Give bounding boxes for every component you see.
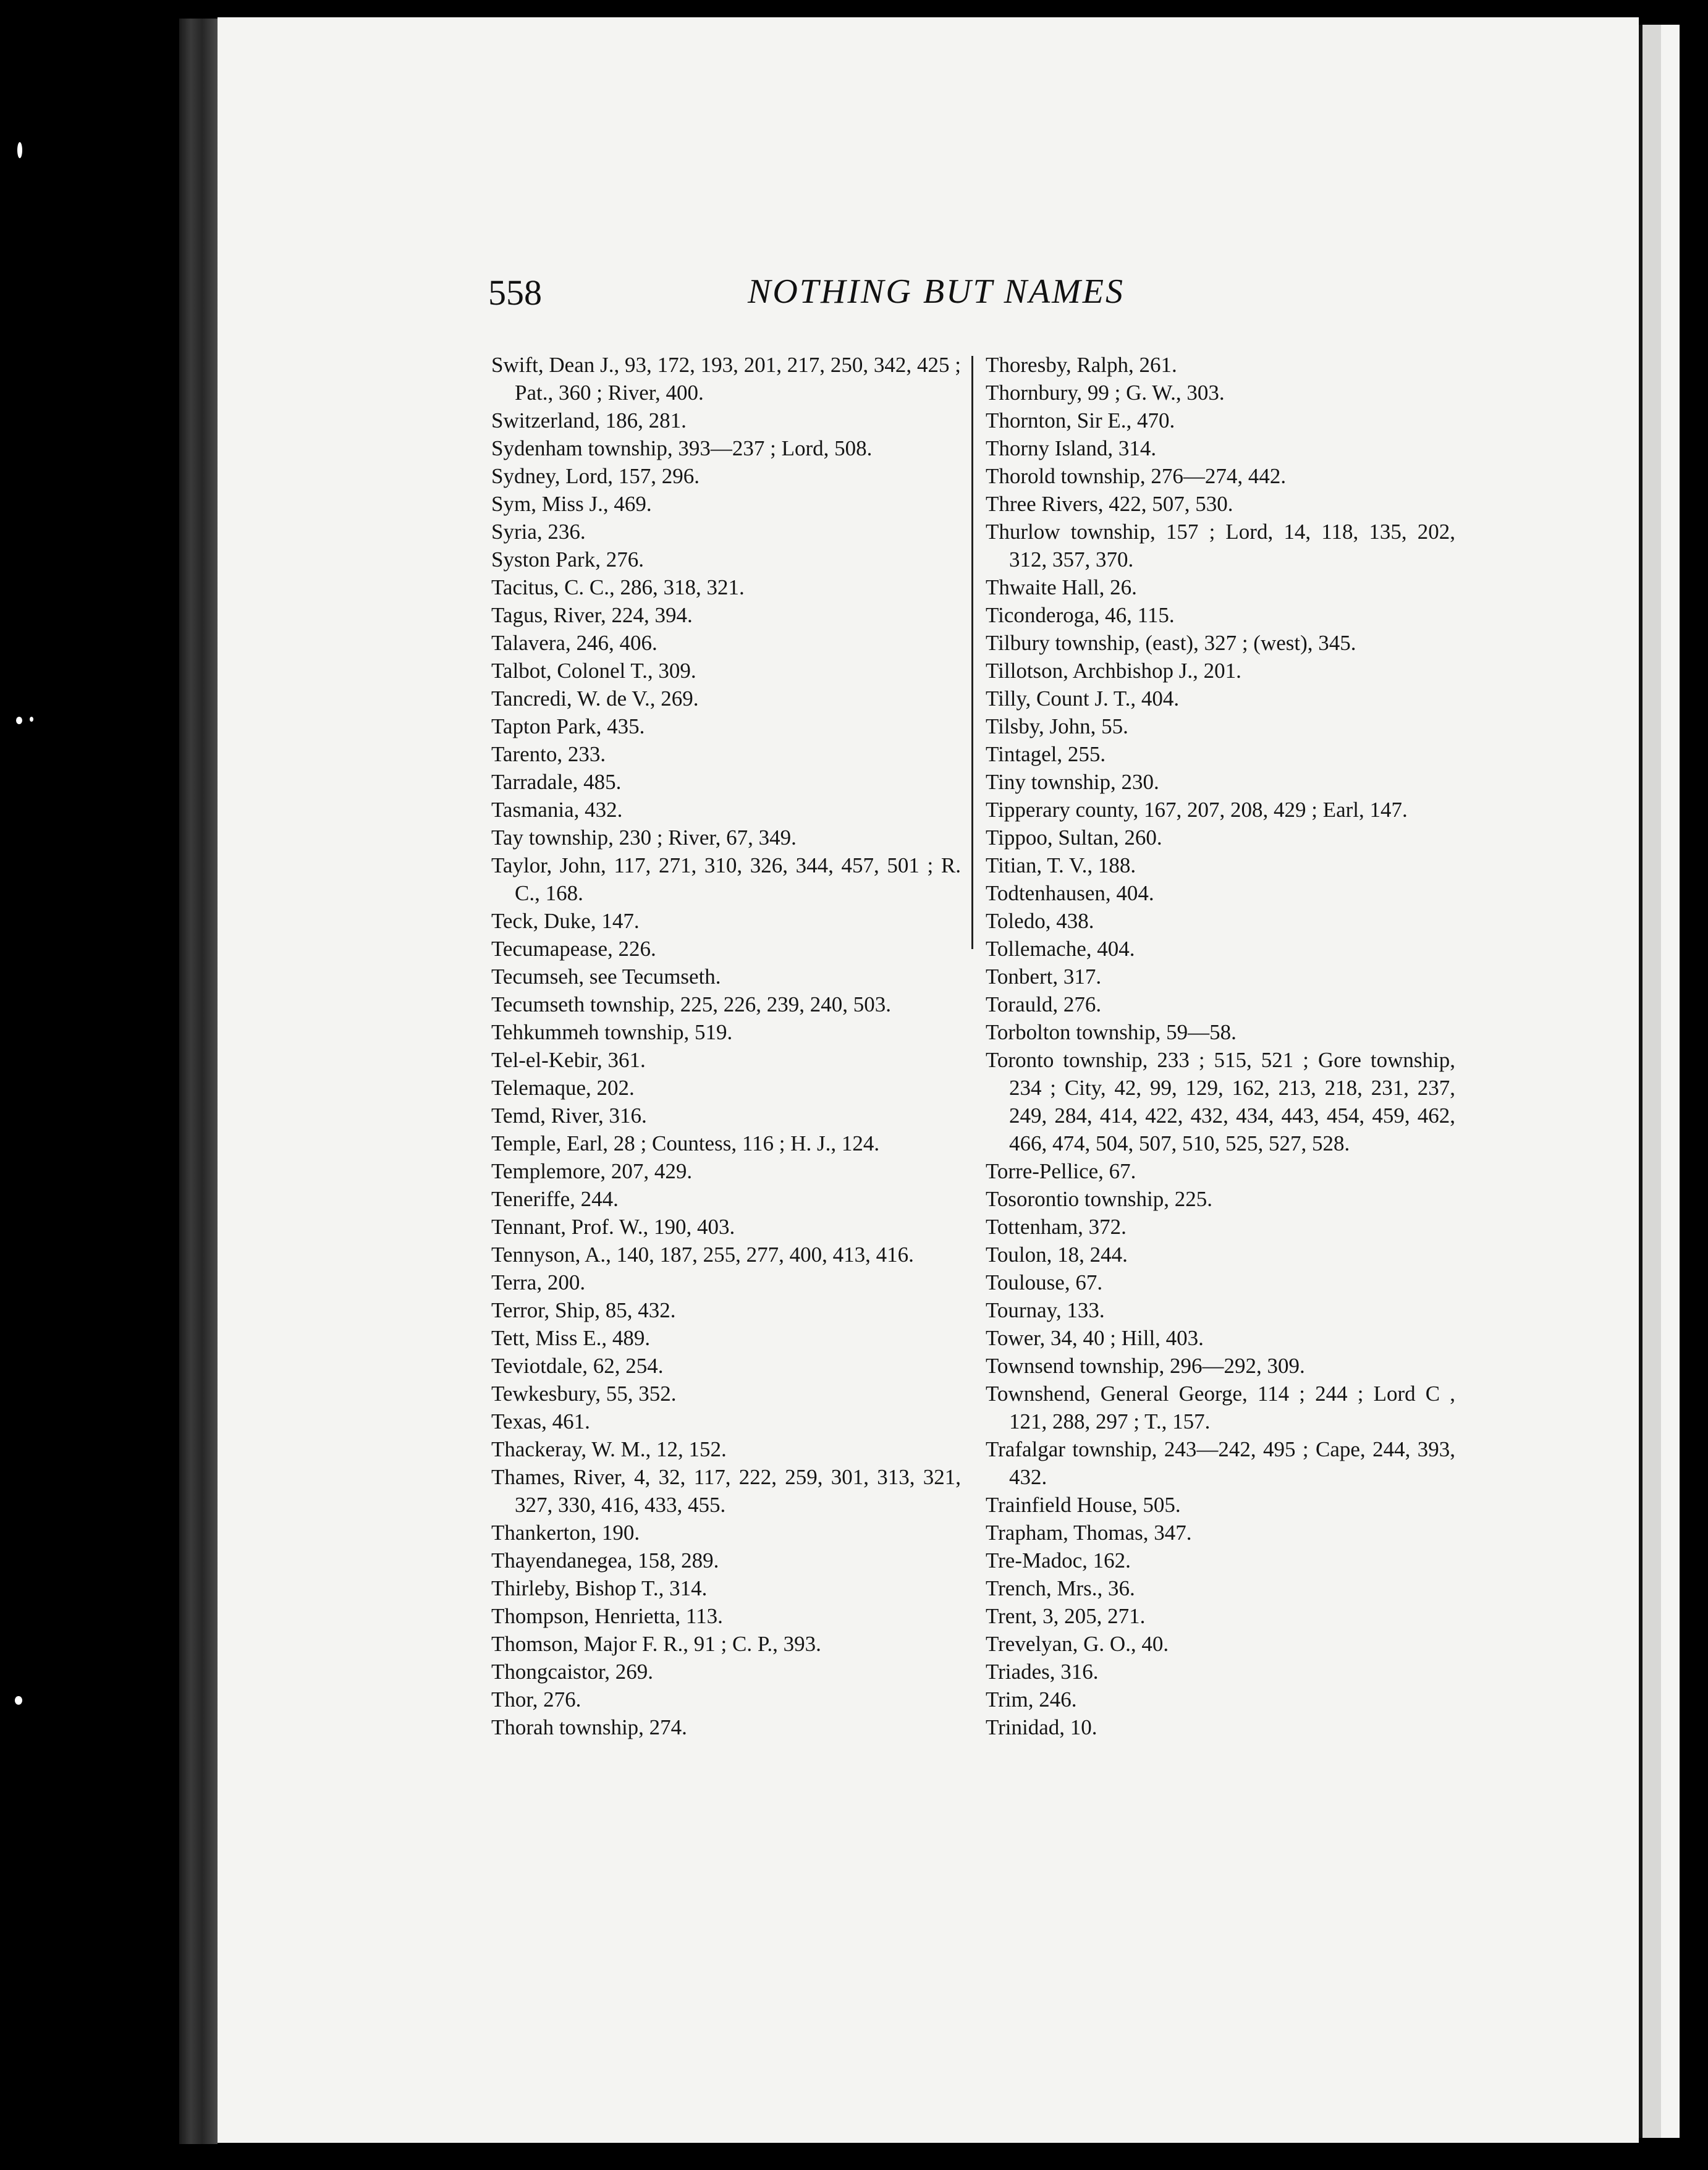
index-entry: Thwaite Hall, 26. [986,575,1137,599]
index-entry: Thirleby, Bishop T., 314. [491,1576,708,1600]
index-entry: Three Rivers, 422, 507, 530. [986,492,1233,516]
index-entry: Trench, Mrs., 36. [986,1576,1135,1600]
index-entry: Syria, 236. [491,520,586,544]
index-entry: Tennyson, A., 140, 187, 255, 277, 400, 413, 416. [491,1243,914,1267]
index-entry: Tipperary county, 167, 207, 208, 429 ; Earl, 147. [986,798,1408,822]
page-title: NOTHING BUT NAMES [748,272,1125,311]
index-entry: Tournay, 133. [986,1298,1105,1322]
index-entry: Tiny township, 230. [986,770,1159,794]
index-entry: Thankerton, 190. [491,1521,640,1545]
index-entry: Terror, Ship, 85, 432. [491,1298,676,1322]
index-entry: Tasmania, 432. [491,798,623,822]
scan-speck [15,1696,22,1705]
index-entry: Triades, 316. [986,1660,1099,1684]
index-entry: Todtenhausen, 404. [986,881,1154,905]
index-entry: Thompson, Henrietta, 113. [491,1604,723,1628]
index-entry: Toulouse, 67. [986,1270,1103,1294]
index-entry: Tonbert, 317. [986,965,1102,989]
index-entry: Thoresby, Ralph, 261. [986,353,1177,377]
index-entry: Tosorontio township, 225. [986,1187,1213,1211]
index-entry: Toronto township, 233 ; 515, 521 ; Gore township, 234 ; City, 42, 99, 129, 162, 213, 218, 231, 237, 249, 284, 414, 422, 432, 434, 443, 454, 459, 462, 466, 474, 504, 507, 510, 525, 527, 528. [986,1048,1455,1155]
index-entry: Tehkummeh township, 519. [491,1020,733,1044]
index-entry: Tarento, 233. [491,742,606,766]
index-entry: Thomson, Major F. R., 91 ; C. P., 393. [491,1632,821,1656]
index-entry: Thornton, Sir E., 470. [986,408,1175,433]
index-entry: Talbot, Colonel T., 309. [491,659,696,683]
index-entry: Teneriffe, 244. [491,1187,619,1211]
index-entry: Tilly, Count J. T., 404. [986,686,1180,711]
index-entry: Tancredi, W. de V., 269. [491,686,699,711]
index-entry: Thackeray, W. M., 12, 152. [491,1437,727,1461]
index-entry: Terra, 200. [491,1270,586,1294]
next-page-edge [1639,25,1661,2138]
index-entry: Syston Park, 276. [491,547,644,572]
index-entry: Swift, Dean J., 93, 172, 193, 201, 217, 250, 342, 425 ; Pat., 360 ; River, 400. [491,353,961,405]
index-entry: Tacitus, C. C., 286, 318, 321. [491,575,745,599]
index-entry: Trinidad, 10. [986,1715,1097,1739]
index-entry: Talavera, 246, 406. [491,631,657,655]
index-entry: Tel-el-Kebir, 361. [491,1048,646,1072]
index-entry: Trim, 246. [986,1687,1077,1712]
index-entry: Thames, River, 4, 32, 117, 222, 259, 301, 313, 321, 327, 330, 416, 433, 455. [491,1465,961,1517]
index-entry: Tagus, River, 224, 394. [491,603,693,627]
index-entry: Tillotson, Archbishop J., 201. [986,659,1241,683]
index-entry: Trapham, Thomas, 347. [986,1521,1192,1545]
page-number: 558 [488,272,542,313]
index-entry: Tollemache, 404. [986,937,1135,961]
index-entry: Thayendanegea, 158, 289. [491,1548,719,1573]
index-entry: Thorold township, 276—274, 442. [986,464,1287,488]
index-entry: Tower, 34, 40 ; Hill, 403. [986,1326,1204,1350]
scan-speck [17,142,22,158]
index-entry: Trainfield House, 505. [986,1493,1181,1517]
index-entry: Teviotdale, 62, 254. [491,1354,664,1378]
book-spine [179,19,218,2144]
index-entry: Teck, Duke, 147. [491,909,640,933]
index-entry: Texas, 461. [491,1409,590,1433]
index-entry: Torauld, 276. [986,992,1102,1016]
index-entry: Torre-Pellice, 67. [986,1159,1136,1183]
index-entry: Townshend, General George, 114 ; 244 ; Lord C , 121, 288, 297 ; T., 157. [986,1382,1455,1433]
index-entry: Sym, Miss J., 469. [491,492,652,516]
index-entry: Tett, Miss E., 489. [491,1326,651,1350]
index-entry: Tintagel, 255. [986,742,1106,766]
next-page-margin [1661,25,1680,2138]
index-entry: Telemaque, 202. [491,1076,635,1100]
index-entry: Townsend township, 296—292, 309. [986,1354,1305,1378]
index-entry: Tilsby, John, 55. [986,714,1128,738]
index-entry: Ticonderoga, 46, 115. [986,603,1175,627]
index-entry: Torbolton township, 59—58. [986,1020,1237,1044]
index-entry: Tre-Madoc, 162. [986,1548,1131,1573]
index-columns [491,351,1455,1797]
index-entry: Trevelyan, G. O., 40. [986,1632,1169,1656]
index-entry: Tecumapease, 226. [491,937,656,961]
scan-speck [30,717,33,722]
index-entry: Tilbury township, (east), 327 ; (west), 345. [986,631,1356,655]
index-entry: Tennant, Prof. W., 190, 403. [491,1215,735,1239]
index-entry: Templemore, 207, 429. [491,1159,693,1183]
index-entry: Trafalgar township, 243—242, 495 ; Cape, 244, 393, 432. [986,1437,1455,1489]
index-entry: Titian, T. V., 188. [986,853,1136,877]
index-entry: Tecumseth township, 225, 226, 239, 240, 503. [491,992,891,1016]
index-entry: Tippoo, Sultan, 260. [986,825,1162,850]
index-entry: Sydenham township, 393—237 ; Lord, 508. [491,436,873,460]
index-entry: Toledo, 438. [986,909,1094,933]
index-entry: Temd, River, 316. [491,1104,647,1128]
right-index-column [986,351,1455,1741]
index-entry: Temple, Earl, 28 ; Countess, 116 ; H. J., 124. [491,1131,880,1155]
index-entry: Trent, 3, 205, 271. [986,1604,1146,1628]
scan-speck [16,717,22,724]
index-entry: Thorah township, 274. [491,1715,687,1739]
index-entry: Thurlow township, 157 ; Lord, 14, 118, 135, 202, 312, 357, 370. [986,520,1455,572]
running-header [488,272,1477,321]
index-entry: Thongcaistor, 269. [491,1660,654,1684]
index-entry: Taylor, John, 117, 271, 310, 326, 344, 457, 501 ; R. C., 168. [491,853,961,905]
index-entry: Thor, 276. [491,1687,581,1712]
index-entry: Thornbury, 99 ; G. W., 303. [986,381,1225,405]
index-entry: Sydney, Lord, 157, 296. [491,464,700,488]
index-entry: Tecumseh, see Tecumseth. [491,965,721,989]
index-entry: Tay township, 230 ; River, 67, 349. [491,825,797,850]
index-entry: Tottenham, 372. [986,1215,1127,1239]
column-divider [971,356,973,949]
index-entry: Switzerland, 186, 281. [491,408,687,433]
index-entry: Tapton Park, 435. [491,714,645,738]
index-entry: Tewkesbury, 55, 352. [491,1382,677,1406]
index-entry: Thorny Island, 314. [986,436,1157,460]
index-entry: Tarradale, 485. [491,770,622,794]
left-index-column [491,351,961,1741]
index-entry: Toulon, 18, 244. [986,1243,1128,1267]
